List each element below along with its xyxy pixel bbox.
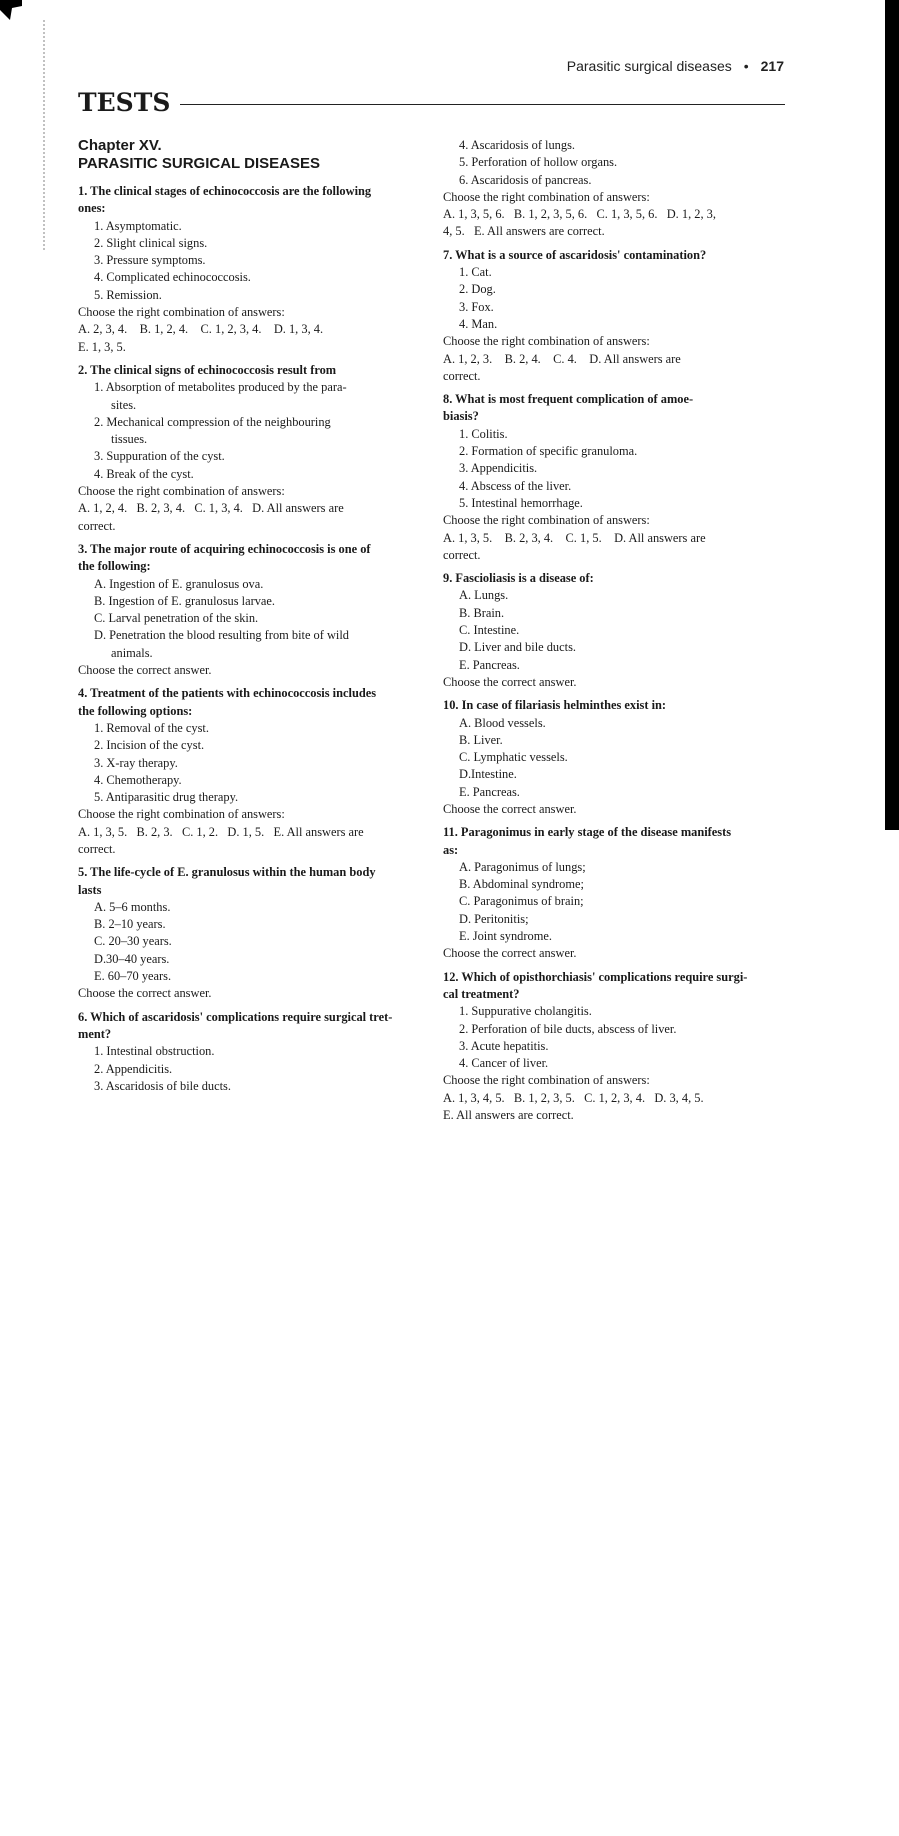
answer-option: 5. Antiparasitic drug therapy. <box>94 790 239 805</box>
question-block <box>443 969 785 1125</box>
answer-option: 3. Appendicitis. <box>459 461 538 476</box>
instruction-line: Choose the right combination of answers: <box>443 334 650 349</box>
answer-combination-line: correct. <box>443 368 481 383</box>
answer-option: tissues. <box>111 432 148 447</box>
instruction-line: Choose the right combination of answers: <box>78 807 285 822</box>
section-label: TESTS <box>78 88 171 117</box>
answer-option: C. Larval penetration of the skin. <box>94 611 259 626</box>
chapter-number: Chapter XV. <box>78 137 162 154</box>
answer-option: 2. Appendicitis. <box>94 1061 173 1076</box>
section-heading-row <box>78 88 785 117</box>
corner-scan-mark <box>0 0 22 22</box>
answer-option: 2. Dog. <box>459 282 496 297</box>
instruction-line: Choose the right combination of answers: <box>78 484 285 499</box>
answer-option: A. 5–6 months. <box>94 899 171 914</box>
question-stem-line: 9. Fascioliasis is a disease of: <box>443 571 594 586</box>
answer-option: 2. Formation of specific granuloma. <box>459 444 638 459</box>
answer-option: 6. Ascaridosis of pancreas. <box>459 172 592 187</box>
instruction-line: Choose the correct answer. <box>78 986 212 1001</box>
question-block <box>78 541 418 679</box>
question-stem-line: ones: <box>78 201 106 216</box>
question-stem-line: 5. The life-cycle of E. granulosus within the human body <box>78 865 376 880</box>
answer-option: B. Abdominal syndrome; <box>459 877 584 892</box>
answer-option: 3. Ascaridosis of bile ducts. <box>94 1078 231 1093</box>
answer-option: B. Ingestion of E. granulosus larvae. <box>94 593 276 608</box>
instruction-line: Choose the correct answer. <box>443 946 577 961</box>
answer-option: A. Paragonimus of lungs; <box>459 859 586 874</box>
right-column <box>443 137 785 1130</box>
question-stem-line: the following options: <box>78 703 193 718</box>
answer-option: 4. Cancer of liver. <box>459 1056 549 1071</box>
section-rule <box>180 104 785 105</box>
answer-option: E. Pancreas. <box>459 657 520 672</box>
chapter-title: PARASITIC SURGICAL DISEASES <box>78 155 320 172</box>
question-block <box>78 864 418 1002</box>
answer-option: 4. Man. <box>459 316 498 331</box>
answer-option: B. 2–10 years. <box>94 917 166 932</box>
page-number: 217 <box>760 58 784 74</box>
answer-option: 2. Perforation of bile ducts, abscess of liver. <box>459 1021 677 1036</box>
answer-option: D. Peritonitis; <box>459 911 529 926</box>
right-questions <box>443 137 785 1124</box>
instruction-line: Choose the correct answer. <box>443 801 577 816</box>
answer-combination-line: A. 2, 3, 4. B. 1, 2, 4. C. 1, 2, 3, 4. D. 1, 3, 4. <box>78 322 324 337</box>
answer-combination-line: A. 1, 2, 3. B. 2, 4. C. 4. D. All answers are <box>443 351 681 366</box>
answer-option: 2. Mechanical compression of the neighbouring <box>94 414 331 429</box>
answer-combination-line: A. 1, 3, 5. B. 2, 3. C. 1, 2. D. 1, 5. E. All answers are <box>78 824 364 839</box>
answer-option: 4. Complicated echinococcosis. <box>94 270 251 285</box>
question-stem-line: the following: <box>78 559 151 574</box>
answer-option: D.30–40 years. <box>94 951 170 966</box>
answer-option: D.Intestine. <box>459 767 517 782</box>
answer-option: D. Liver and bile ducts. <box>459 640 576 655</box>
answer-option: 4. Chemotherapy. <box>94 772 182 787</box>
answer-option: 3. Fox. <box>459 299 494 314</box>
instruction-line: Choose the right combination of answers: <box>443 513 650 528</box>
answer-combination-line: E. 1, 3, 5. <box>78 339 126 354</box>
answer-option: 3. Suppuration of the cyst. <box>94 449 225 464</box>
answer-combination-line: A. 1, 3, 4, 5. B. 1, 2, 3, 5. C. 1, 2, 3, 4. D. 3, 4, 5. <box>443 1090 704 1105</box>
answer-option: 5. Intestinal hemorrhage. <box>459 495 583 510</box>
question-stem-line: 7. What is a source of ascaridosis' contamination? <box>443 247 707 262</box>
answer-option: E. Joint syndrome. <box>459 929 552 944</box>
answer-option: 4. Abscess of the liver. <box>459 478 572 493</box>
answer-option: 1. Colitis. <box>459 426 508 441</box>
answer-combination-line: correct. <box>78 518 116 533</box>
instruction-line: Choose the correct answer. <box>78 663 212 678</box>
answer-combination-line: correct. <box>78 841 116 856</box>
question-stem-line: cal treatment? <box>443 986 520 1001</box>
question-stem-line: ment? <box>78 1026 112 1041</box>
answer-option: 5. Remission. <box>94 287 162 302</box>
answer-combination-line: 4, 5. E. All answers are correct. <box>443 224 605 239</box>
answer-combination-line: A. 1, 2, 4. B. 2, 3, 4. C. 1, 3, 4. D. All answers are <box>78 501 344 516</box>
left-questions <box>78 183 418 1095</box>
instruction-line: Choose the correct answer. <box>443 674 577 689</box>
answer-option: 1. Removal of the cyst. <box>94 720 209 735</box>
question-stem-line: 3. The major route of acquiring echinococcosis is one of <box>78 541 371 556</box>
answer-option: A. Ingestion of E. granulosus ova. <box>94 576 264 591</box>
answer-option: 3. Acute hepatitis. <box>459 1038 549 1053</box>
answer-option: D. Penetration the blood resulting from bite of wild <box>94 628 349 643</box>
question-block <box>443 391 785 564</box>
question-stem-line: as: <box>443 842 459 857</box>
left-column <box>78 137 418 1101</box>
question-stem-line: 12. Which of opisthorchiasis' complications require surgi- <box>443 969 748 984</box>
question-block <box>443 697 785 818</box>
question-stem-line: 8. What is most frequent complication of amoe- <box>443 392 694 407</box>
answer-option: E. Pancreas. <box>459 784 520 799</box>
question-block <box>78 685 418 858</box>
answer-option: 4. Break of the cyst. <box>94 466 194 481</box>
answer-option: C. Paragonimus of brain; <box>459 894 584 909</box>
answer-option: E. 60–70 years. <box>94 969 172 984</box>
answer-option: 1. Absorption of metabolites produced by the para- <box>94 380 347 395</box>
question-block <box>78 1009 418 1095</box>
answer-option: C. Intestine. <box>459 623 520 638</box>
answer-option: 1. Intestinal obstruction. <box>94 1044 215 1059</box>
question-stem-line: 10. In case of filariasis helminthes exist in: <box>443 698 667 713</box>
answer-option: B. Liver. <box>459 732 503 747</box>
instruction-line: Choose the right combination of answers: <box>78 305 285 320</box>
question-block <box>443 247 785 385</box>
question-stem-line: 2. The clinical signs of echinococcosis result from <box>78 362 337 377</box>
instruction-line: Choose the right combination of answers: <box>443 1073 650 1088</box>
answer-option: 2. Incision of the cyst. <box>94 738 205 753</box>
answer-option: 4. Ascaridosis of lungs. <box>459 138 575 152</box>
answer-option: 2. Slight clinical signs. <box>94 235 208 250</box>
question-stem-line: 1. The clinical stages of echinococcosis are the following <box>78 184 372 198</box>
running-title: Parasitic surgical diseases <box>566 58 732 74</box>
answer-option: sites. <box>111 397 137 412</box>
question-block <box>443 137 785 241</box>
answer-option: C. 20–30 years. <box>94 934 172 949</box>
question-stem-line: biasis? <box>443 409 479 424</box>
running-header <box>567 58 784 74</box>
answer-option: B. Brain. <box>459 605 505 620</box>
answer-option: animals. <box>111 645 153 660</box>
question-stem-line: 11. Paragonimus in early stage of the disease manifests <box>443 825 732 840</box>
answer-option: A. Lungs. <box>459 588 509 603</box>
answer-option: A. Blood vessels. <box>459 715 546 730</box>
question-block <box>78 183 418 356</box>
answer-combination-line: correct. <box>443 547 481 562</box>
answer-option: 5. Perforation of hollow organs. <box>459 155 618 170</box>
answer-option: 1. Suppurative cholangitis. <box>459 1004 592 1019</box>
header-separator: • <box>743 58 749 74</box>
question-stem-line: 4. Treatment of the patients with echinococcosis includes <box>78 686 377 701</box>
question-stem-line: lasts <box>78 882 102 897</box>
answer-combination-line: A. 1, 3, 5. B. 2, 3, 4. C. 1, 5. D. All answers are <box>443 530 706 545</box>
answer-option: C. Lymphatic vessels. <box>459 750 568 765</box>
answer-option: 3. X-ray therapy. <box>94 755 178 770</box>
answer-option: 1. Cat. <box>459 265 492 280</box>
scan-right-edge <box>885 0 899 830</box>
answer-combination-line: A. 1, 3, 5, 6. B. 1, 2, 3, 5, 6. C. 1, 3, 5, 6. D. 1, 2, 3, <box>443 207 716 222</box>
answer-combination-line: E. All answers are correct. <box>443 1108 574 1123</box>
question-block <box>78 362 418 535</box>
instruction-line: Choose the right combination of answers: <box>443 189 650 204</box>
question-stem-line: 6. Which of ascaridosis' complications require surgical tret- <box>78 1009 393 1024</box>
answer-option: 3. Pressure symptoms. <box>94 253 206 268</box>
answer-option: 1. Asymptomatic. <box>94 218 182 233</box>
scan-dotted-edge <box>43 20 48 250</box>
question-block <box>443 570 785 691</box>
question-block <box>443 824 785 962</box>
